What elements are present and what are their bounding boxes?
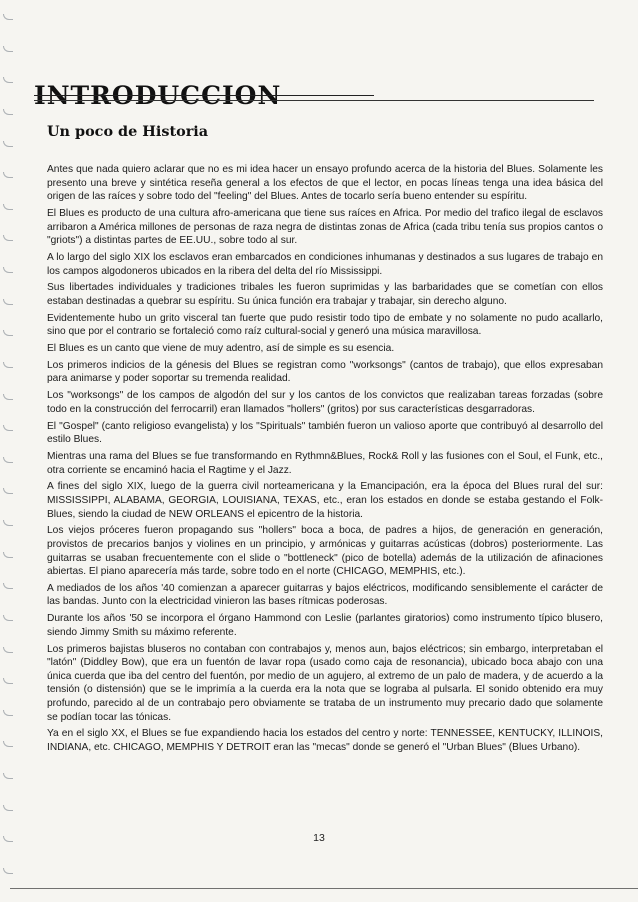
binder-hole-mark: [3, 46, 13, 52]
binder-hole-mark: [3, 14, 13, 20]
binder-hole-mark: [3, 362, 13, 368]
paragraph: Los viejos próceres fueron propagando sus "hollers" boca a boca, de padres a hijos, de generación en generación, provistos de precarios banjos y violines en un principio, y armónicas y guitarras acústicas (dobros) posteriormente. Las guitarras se usaban frecuentemente con el slide o "bottleneck" (pico de botella) además de la utilización de afinaciones abiertas. El piano aparecería más tarde, sobre todo en el norte (CHICAGO, MEMPHIS, etc.).: [47, 525, 603, 578]
title-strike-rule: [34, 95, 374, 96]
paragraph: Durante los años '50 se incorpora el órgano Hammond con Leslie (parlantes giratorios) como instrumento típico blusero, siendo Jimmy Smith su máximo referente.: [47, 613, 603, 638]
paragraph: El Blues es producto de una cultura afro-americana que tiene sus raíces en Africa. Por medio del trafico ilegal de esclavos arribaron a América millones de personas de raza negra de distintas zonas de Africa (cada tribu tenía sus propios cantos o "griots") a distintas partes de EE.UU., sobre todo al sur.: [47, 207, 603, 247]
binder-hole-mark: [3, 172, 13, 178]
paragraph: Ya en el siglo XX, el Blues se fue expandiendo hacia los estados del centro y norte: TENNESSEE, KENTUCKY, ILLINOIS, INDIANA, etc. CHICAGO, MEMPHIS Y DETROIT eran las "mecas" donde se generó el "Urban Blues" (Blues Urbano).: [47, 728, 603, 753]
paragraph: Los "worksongs" de los campos de algodón del sur y los cantos de los convictos que realizaban tareas forzadas (sobre todo en la construcción del ferrocarril) eran llamados "hollers" (gritos) por sus características desgarradoras.: [47, 390, 603, 415]
binder-hole-mark: [3, 583, 13, 589]
binder-holes: [3, 14, 17, 874]
binder-hole-mark: [3, 710, 13, 716]
binder-hole-mark: [3, 805, 13, 811]
title-row: [34, 82, 594, 110]
binder-hole-mark: [3, 109, 13, 115]
binder-hole-mark: [3, 773, 13, 779]
paragraph: Mientras una rama del Blues se fue transformando en Rythmn&Blues, Rock& Roll y las fusiones con el Soul, el Funk, etc., otra corriente se encaminó hacia el Ragtime y el Jazz.: [47, 450, 603, 476]
binder-hole-mark: [3, 394, 13, 400]
bottom-edge-rule: [10, 888, 638, 889]
paragraph: Los primeros indicios de la génesis del Blues se registran como "worksongs" (cantos de trabajo), que ellos expresaban para animarse y poder soportar su tremenda realidad.: [47, 359, 603, 385]
title-underline-rule: [34, 100, 594, 101]
binder-hole-mark: [3, 488, 13, 494]
paragraph: Antes que nada quiero aclarar que no es mi idea hacer un ensayo profundo acerca de la historia del Blues. Solamente les presento una breve y sintética reseña general a los efectos de que el lector, en pocas líneas tenga una idea básica del origen de las raíces y sobre todo del "feeling" del Blues. Antes de tocarlo sería bueno entender su espíritu.: [47, 164, 603, 203]
binder-hole-mark: [3, 330, 13, 336]
paragraph: Evidentemente hubo un grito visceral tan fuerte que pudo resistir todo tipo de embate y no solamente no pudo acallarlo, sino que por el contrario se fortaleció como raíz cultural-social y generó una música maravillosa.: [47, 312, 603, 338]
binder-hole-mark: [3, 457, 13, 463]
paragraph: A lo largo del siglo XIX los esclavos eran embarcados en condiciones inhumanas y destinados a sus lugares de trabajo en los campos algodoneros ubicados en la ribera del delta del río Mississippi.: [47, 251, 603, 277]
binder-hole-mark: [3, 678, 13, 684]
paragraph: Los primeros bajistas bluseros no contaban con contrabajos y, menos aun, bajos eléctricos; sin embargo, interpretaban el "latón" (Diddley Bow), que era un fuentón de lavar ropa (usado como caja de resonancia), ubicado boca abajo con una única cuerda que iba del centro del fuentón, por medio de un agujero, al extremo de un palo de madera, y de acuerdo a la tensión (o distensión) que se le imprimía a la cuerda era la nota que se lograba al pulsarla. El sonido obtenido era muy profundo, parecido al de un contrabajo pero obviamente se trataba de un instrumento muy precario dado que solamente se podían tocar las tónicas.: [47, 643, 603, 723]
binder-hole-mark: [3, 77, 13, 83]
body-text: [47, 163, 603, 758]
paragraph: Sus libertades individuales y tradiciones tribales les fueron suprimidas y las barbaridades que se cometían con ellos estaban destinadas a quebrar su espíritu. Su única función era trabajar y trabajar, sin derecho alguno.: [47, 282, 603, 307]
binder-hole-mark: [3, 425, 13, 431]
binder-hole-mark: [3, 741, 13, 747]
binder-hole-mark: [3, 204, 13, 210]
binder-hole-mark: [3, 615, 13, 621]
section-subtitle: Un poco de Historia: [47, 123, 209, 140]
binder-hole-mark: [3, 141, 13, 147]
paragraph: A fines del siglo XIX, luego de la guerra civil norteamericana y la Emancipación, era la época del Blues rural del sur: MISSISSIPPI, ALABAMA, GEORGIA, LOUISIANA, TEXAS, etc., eran los estados en donde se estaba gestando el Folk-Blues, siendo la ciudad de NEW ORLEANS el epicentro de la historia.: [47, 481, 603, 520]
binder-hole-mark: [3, 267, 13, 273]
binder-hole-mark: [3, 868, 13, 874]
paragraph: El "Gospel" (canto religioso evangelista) y los "Spirituals" también fueron un valioso aporte que contribuyó al desarrollo del estilo Blues.: [47, 420, 603, 446]
page-title: INTRODUCCION: [34, 81, 282, 110]
binder-hole-mark: [3, 299, 13, 305]
page-number: 13: [313, 832, 325, 844]
paragraph: El Blues es un canto que viene de muy adentro, así de simple es su esencia.: [47, 343, 395, 355]
binder-hole-mark: [3, 552, 13, 558]
binder-hole-mark: [3, 647, 13, 653]
paragraph: A mediados de los años '40 comienzan a aparecer guitarras y bajos eléctricos, modificando sensiblemente el carácter de las bandas. Junto con la electricidad vinieron las bases rítmicas poderosas.: [47, 582, 603, 608]
binder-hole-mark: [3, 235, 13, 241]
binder-hole-mark: [3, 520, 13, 526]
